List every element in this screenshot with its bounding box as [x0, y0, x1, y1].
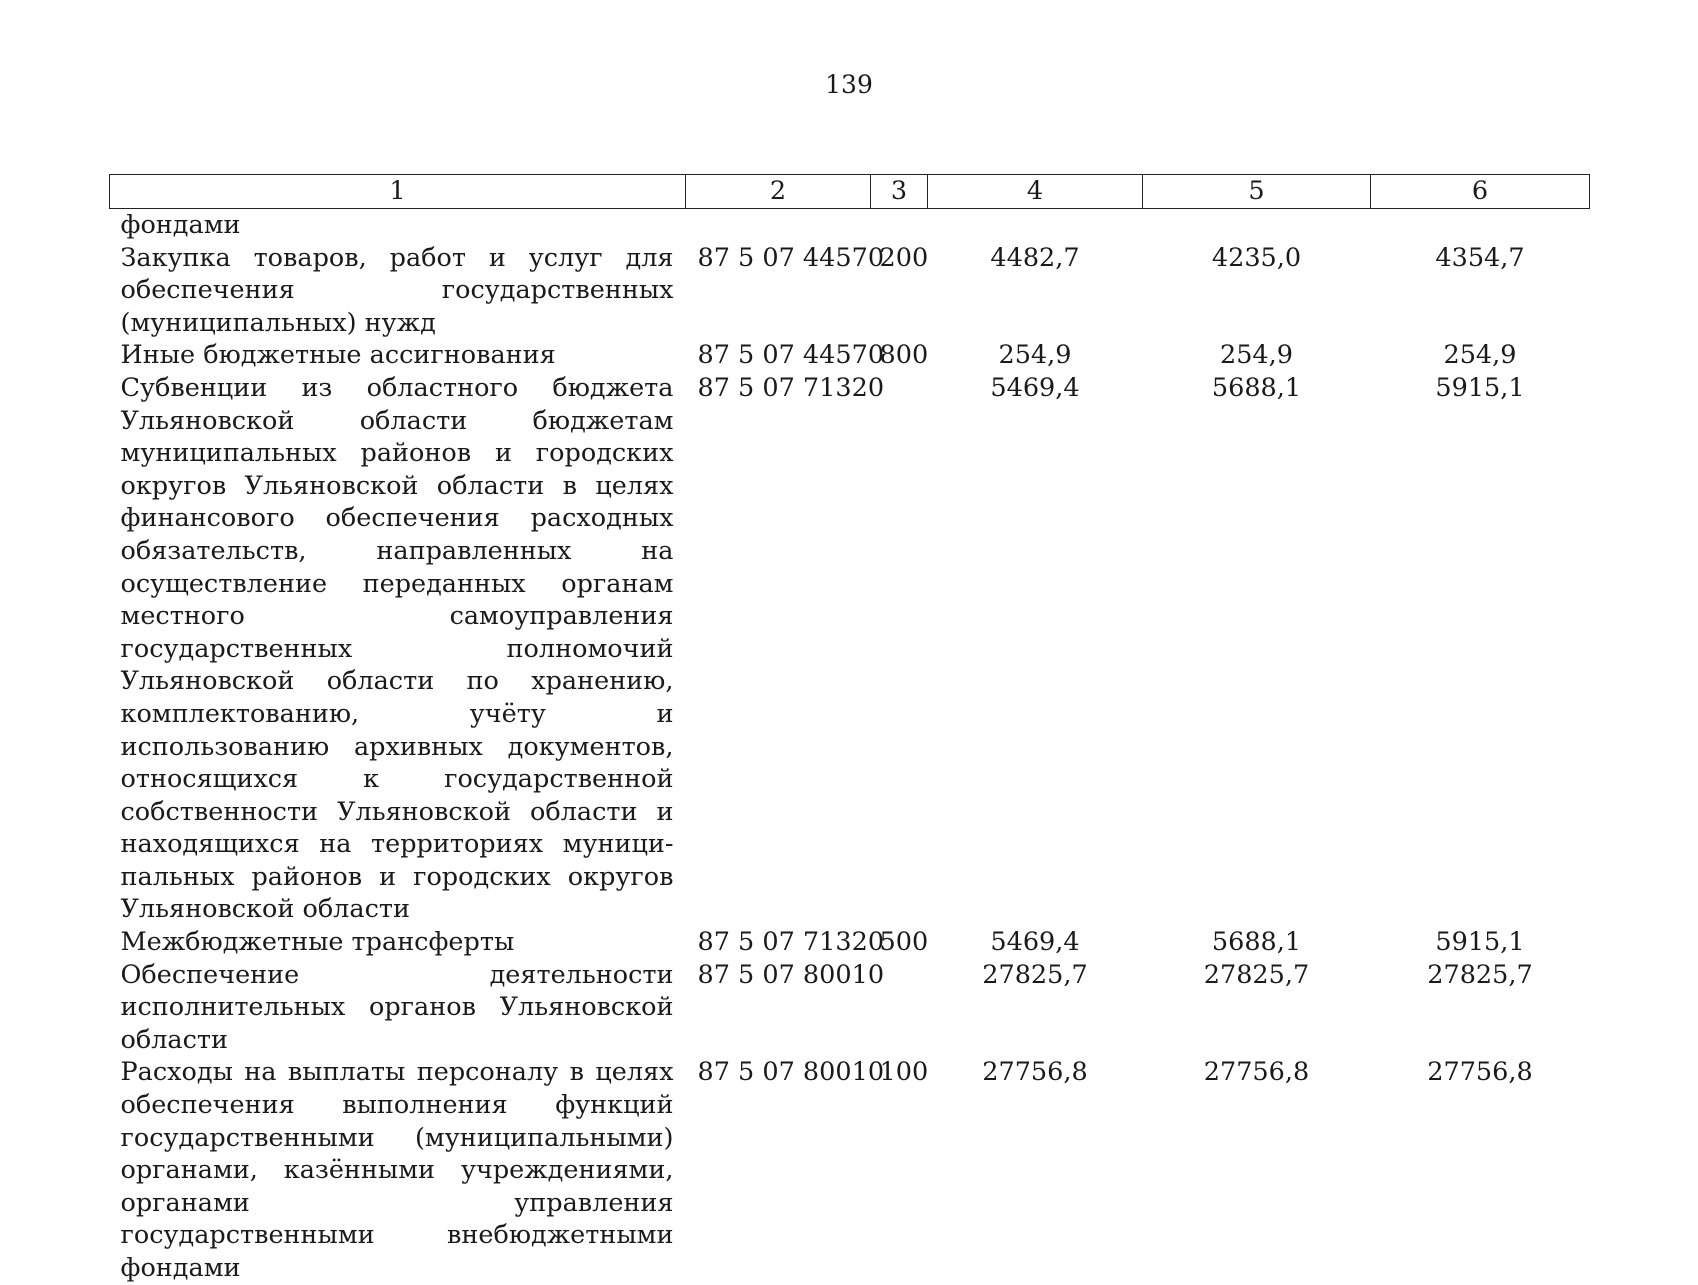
table-row: [110, 372, 1590, 926]
header-col-2: 2: [686, 175, 871, 209]
table-row: [110, 1056, 1590, 1284]
row-value-col5: [1143, 209, 1371, 242]
row-description: фондами: [120, 210, 241, 240]
row-code: 87 5 07 80010: [697, 1057, 885, 1088]
table-row: [110, 209, 1590, 242]
row-description: Закупка товаров, работ и услуг для обеспечения государственных (муниципальных) нужд: [120, 242, 674, 338]
table-row: [110, 339, 1590, 372]
row-value-col5: 254,9: [1219, 340, 1293, 371]
row-value-col5: 5688,1: [1211, 372, 1302, 403]
row-code: 87 5 07 71320: [697, 372, 885, 403]
row-value-col5: 5688,1: [1211, 927, 1302, 958]
row-value-col6: 27825,7: [1427, 959, 1533, 990]
row-value-col6: 5915,1: [1435, 372, 1525, 403]
row-code: 87 5 07 71320: [697, 927, 885, 958]
row-code: 87 5 07 44570: [697, 340, 885, 371]
row-value-col4: 4482,7: [990, 242, 1080, 273]
row-value-col5: 27756,8: [1203, 1057, 1310, 1088]
row-value-col6: 4354,7: [1435, 242, 1525, 273]
row-code: [686, 209, 871, 242]
header-col-5: 5: [1143, 175, 1371, 209]
row-value-col6: 254,9: [1443, 340, 1517, 371]
row-expense-type: [871, 372, 928, 926]
row-value-col4: 254,9: [998, 340, 1072, 371]
row-description: Межбюджетные трансферты: [120, 927, 515, 958]
row-value-col6: 27756,8: [1427, 1057, 1533, 1088]
row-value-col4: 5469,4: [990, 927, 1080, 958]
row-code: 87 5 07 44570: [697, 242, 885, 273]
table-header: [110, 175, 1590, 209]
row-value-col5: 27825,7: [1203, 959, 1310, 990]
page-number: 139: [825, 70, 873, 99]
header-col-4: 4: [928, 175, 1143, 209]
budget-table: [109, 174, 1590, 1285]
row-value-col4: [928, 209, 1143, 242]
row-expense-type: 800: [879, 340, 929, 371]
table-row: [110, 926, 1590, 959]
header-col-3: 3: [871, 175, 928, 209]
row-value-col6: [1371, 209, 1590, 242]
row-description: Иные бюджетные ассигнования: [120, 340, 556, 371]
header-col-6: 6: [1371, 175, 1590, 209]
row-expense-type: 100: [879, 1057, 929, 1088]
row-expense-type: [871, 209, 928, 242]
row-value-col6: 5915,1: [1435, 927, 1525, 958]
table-row: [110, 242, 1590, 340]
row-value-col4: 27825,7: [982, 959, 1088, 990]
row-value-col4: 5469,4: [990, 372, 1080, 403]
row-description: Субвенции из областного бюджета Ульяновской области бюджетам муниципальных районов и городских округов Ульяновской области в целях финансового обеспечения расходных обязательств, направленных на осуществление переданных органам местного самоуправления государственных полномочий Ульяновской области по хранению, комплектованию, учёту и использованию архивных документов, относящихся к государственной собственности Ульяновской области и находящихся на территориях муниципальных районов и городских округов Ульяновской области: [120, 372, 674, 925]
row-value-col4: 27756,8: [982, 1057, 1088, 1088]
row-value-col5: 4235,0: [1211, 242, 1302, 273]
row-expense-type: 500: [879, 927, 929, 958]
header-row: [110, 175, 1590, 209]
table-body: [110, 209, 1590, 1285]
header-col-1: 1: [110, 175, 686, 209]
row-code: 87 5 07 80010: [697, 959, 885, 990]
row-expense-type: 200: [879, 242, 929, 273]
row-description: Обеспечение деятельности исполнительных органов Ульяновской области: [120, 959, 674, 1055]
table-row: [110, 959, 1590, 1057]
row-description: Расходы на выплаты персоналу в целях обеспечения выполнения функций государственными (муниципальными) органами, казёнными учреждениями, органами управления государственными внебюджетными фондами: [120, 1057, 674, 1283]
